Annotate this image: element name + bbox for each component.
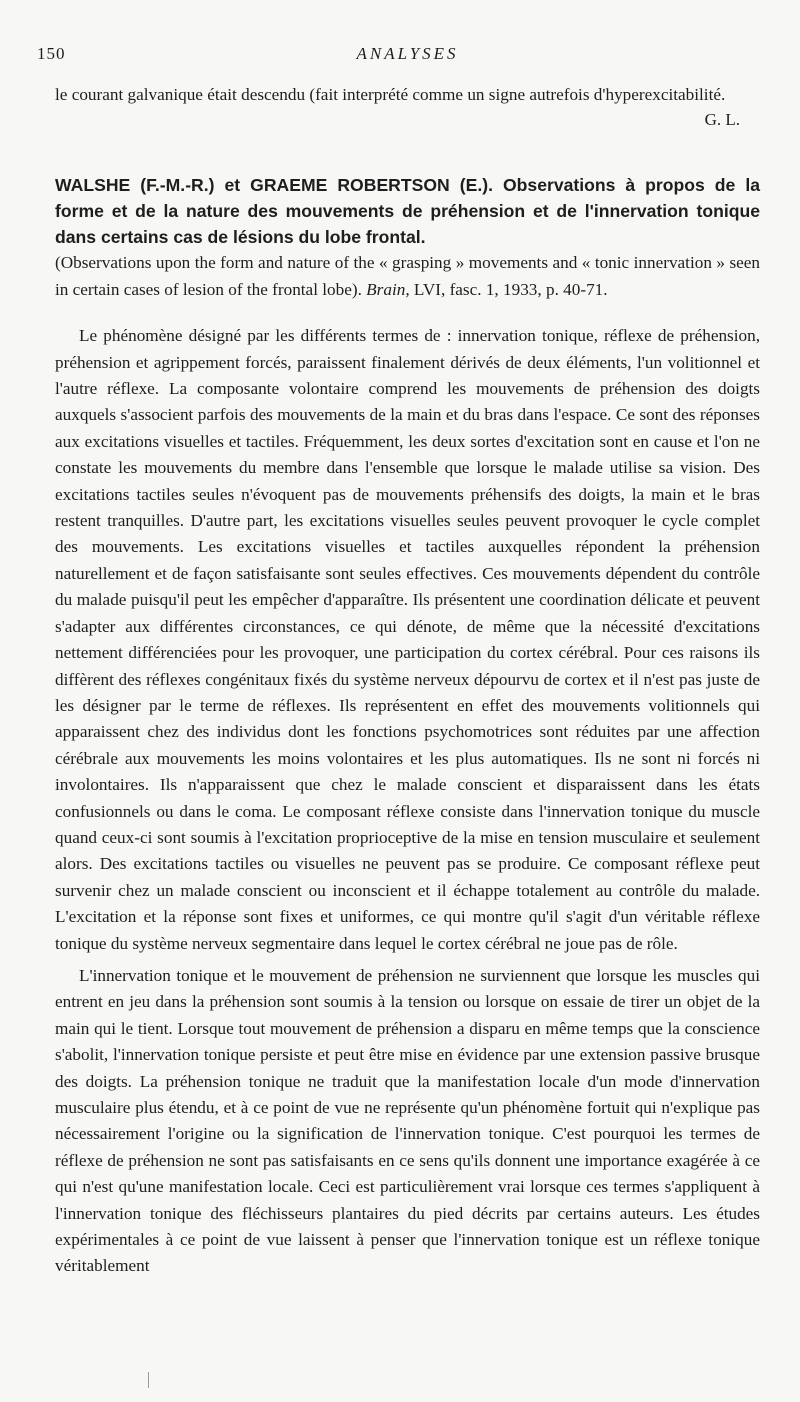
body-paragraph: L'innervation tonique et le mouvement de préhension ne surviennent que lorsque les muscles qui entrent en jeu dans la préhension sont soumis à la tension ou lorsque on essaie de tirer un objet de la main qui le tient. Lorsque tout mouvement de préhension a disparu en même temps que la conscience s'abolit, l'innervation tonique persiste et peut être mise en évidence par une extension passive brusque des doigts. La préhension tonique ne traduit que la manifestation locale d'un mode d'innervation musculaire plus étendu, et à ce point de vue ne représente qu'un phénomène fortuit qui n'explique pas nécessairement l'origine ou la signification de l'innervation tonique. C'est pourquoi les termes de réflexe de préhension ne sont pas satisfaisants en ce sens qu'ils donnent une importance exagérée à ce qui n'est qu'une manifestation locale. Ceci est particulièrement vrai lorsque ces termes s'appliquent à l'innervation tonique des fléchisseurs plantaires du pied décrits par certains auteurs. Les études expérimentales à ce point de vue laissent à penser que l'innervation tonique est un réflexe tonique véritablement	[55, 965, 760, 1276]
article-citation	[55, 250, 760, 303]
citation-text: (Observations upon the form and nature of the « grasping » movements and « tonic innervation » seen in certain cases of lesion of the frontal lobe).	[55, 253, 760, 299]
running-title: ANALYSES	[356, 44, 459, 63]
reviewer-signature: G. L.	[704, 110, 740, 130]
body-paragraph: Le phénomène désigné par les différents termes de : innervation tonique, réflexe de préhension, préhension et agrippement forcés, paraissent finalement dérivés de deux éléments, l'un volitionnel et l'autre réflexe. La composante volontaire comprend les mouvements de préhension des doigts auxquels s'associent parfois des mouvements de la main et du bras dans l'espace. Ce sont des réponses aux excitations visuelles et tactiles. Fréquemment, les deux sortes d'excitation sont en cause et l'on ne constate les mouvements du membre dans l'ensemble que lorsque le malade utilise sa vision. Des excitations tactiles seules n'évoquent pas de mouvements préhensifs des doigts, la main et le bras restent tranquilles. D'autre part, les excitations visuelles seules peuvent provoquer le cycle complet des mouvements. Les excitations visuelles et tactiles auxquelles répondent la préhension naturellement et de façon satisfaisante sont seules effectives. Ces mouvements dépendent du contrôle du malade puisqu'il peut les empêcher d'apparaître. Ils présentent une coordination délicate et peuvent s'adapter aux différentes circonstances, ce qui dénote, de même que la nécessité d'excitations nettement différenciées pour les provoquer, une participation du cortex cérébral. Pour ces raisons ils diffèrent des réflexes congénitaux fixés du système nerveux dépourvu de cortex et il n'est pas juste de les désigner par le terme de réflexes. Ils représentent en effet des mouvements volitionnels qui apparaissent chez des individus dont les fonctions psychomotrices sont réduites par une affection cérébrale aux mouvements les moins volontaires et les plus automatiques. Ils ne sont ni forcés ni involontaires. Ils n'apparaissent que chez le malade conscient et disparaissent dans les états confusionnels ou dans le coma. Le composant réflexe consiste dans l'innervation tonique du muscle quand ceux-ci sont soumis à l'excitation proprioceptive de la mise en tension musculaire et seulement alors. Des excitations tactiles ou visuelles ne peuvent pas se produire. Ce composant réflexe peut survenir chez un malade conscient ou inconscient et il échappe totalement au contrôle du malade. L'excitation et la réponse sont fixes et uniformes, ce qui montre qu'il s'agit d'un véritable réflexe tonique du système nerveux segmentaire dans lequel le cortex cérébral ne joue pas de rôle.	[55, 326, 760, 953]
running-head	[37, 40, 760, 70]
journal-name: Brain,	[366, 279, 410, 299]
previous-review-text: le courant galvanique était descendu (fait interprété comme un signe autrefois d'hyperexcitabilité.	[55, 85, 726, 104]
article-heading: WALSHE (F.-M.-R.) et GRAEME ROBERTSON (E.). Observations à propos de la forme et de la nature des mouvements de préhension et de l'innervation tonique dans certains cas de lésions du lobe frontal.	[55, 175, 760, 248]
margin-mark	[148, 1372, 149, 1388]
journal-reference: LVI, fasc. 1, 1933, p. 40-71.	[413, 279, 608, 299]
page-number: 150	[37, 44, 66, 63]
